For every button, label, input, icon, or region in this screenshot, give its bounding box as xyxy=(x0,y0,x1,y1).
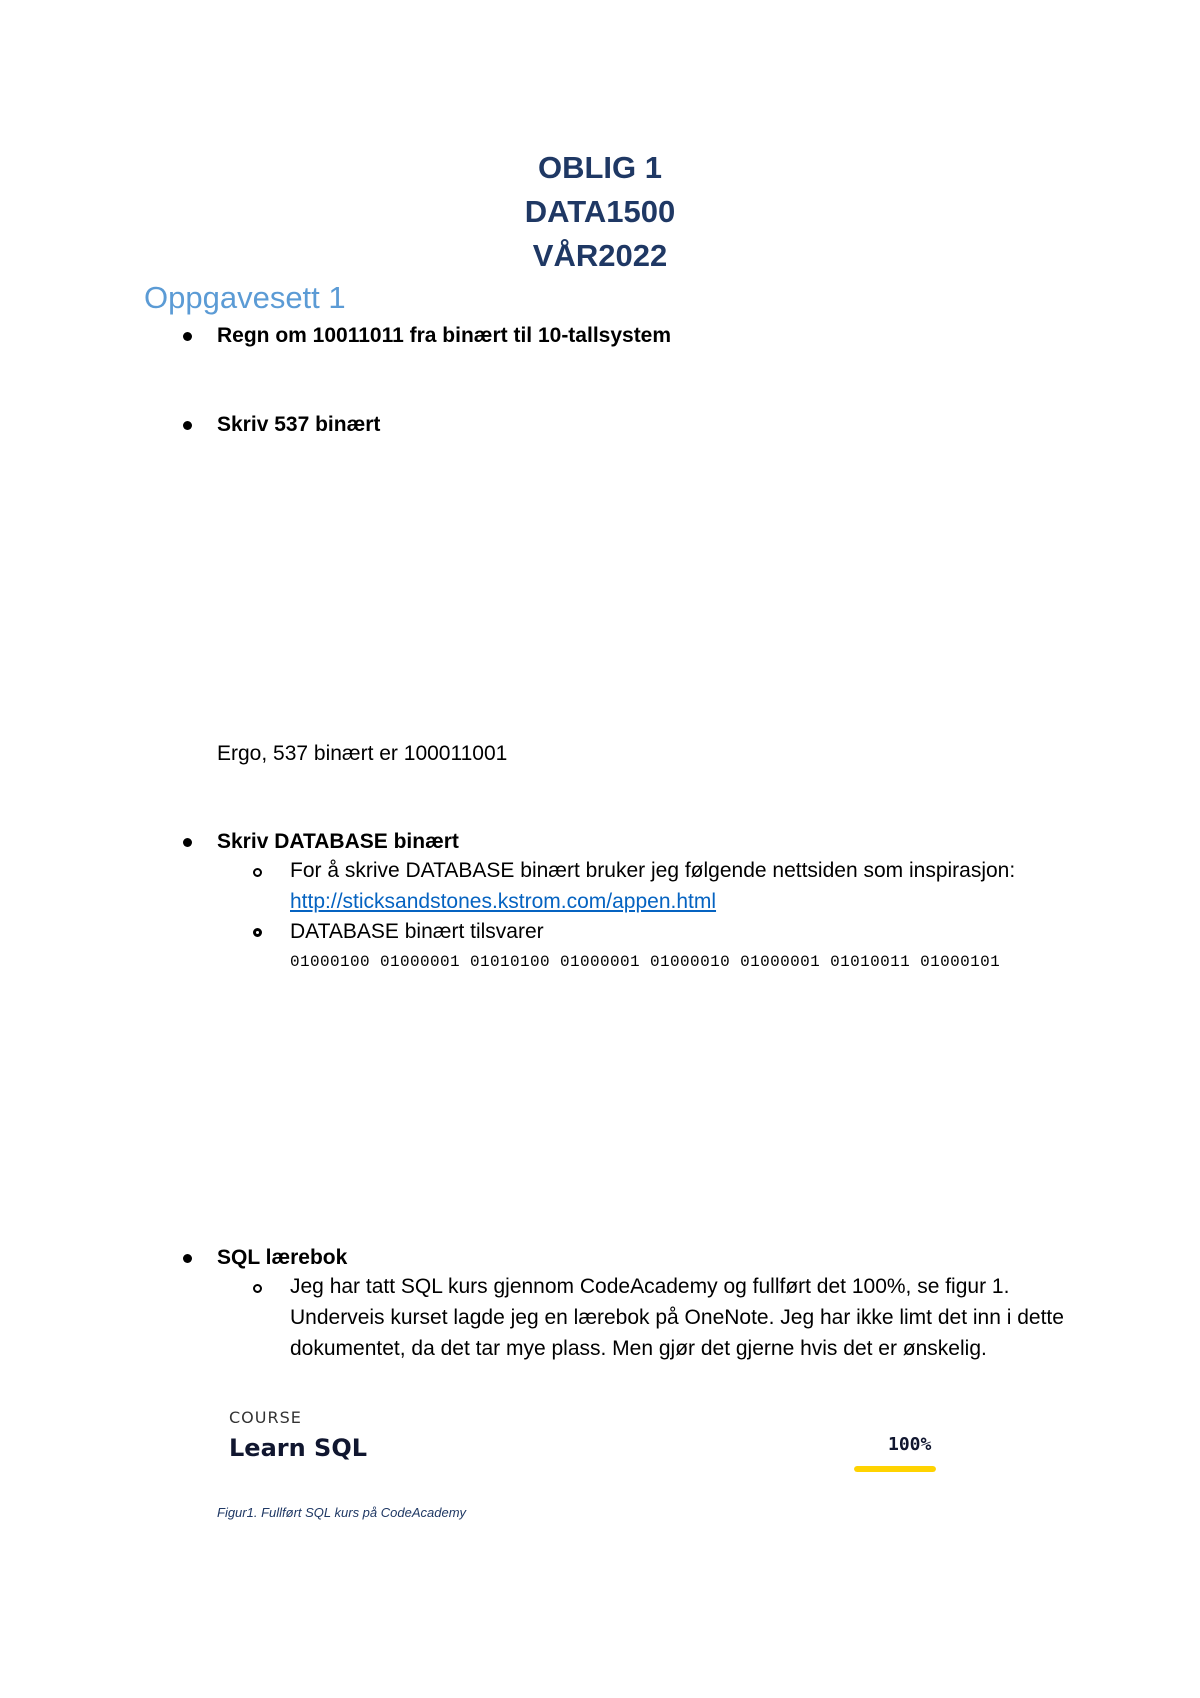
title-line-3: VÅR2022 xyxy=(532,238,668,273)
bullet-icon xyxy=(183,421,192,430)
title-line-1: OBLIG 1 xyxy=(537,150,662,185)
task-item-1: Regn om 10011011 fra binært til 10-tallsystem xyxy=(217,324,672,347)
task-item-3: Skriv DATABASE binært xyxy=(217,830,459,853)
sub-bullet-icon xyxy=(253,868,262,877)
progress-bar xyxy=(854,1466,936,1472)
title-line-2: DATA1500 xyxy=(524,194,676,229)
section-heading: Oppgavesett 1 xyxy=(144,280,346,315)
sub-bullet-icon xyxy=(253,1284,262,1293)
database-binary-value: 01000100 01000001 01010100 01000001 01000010 01000001 01010011 01000101 xyxy=(290,953,1001,971)
bullet-icon xyxy=(183,332,192,341)
bullet-icon xyxy=(183,1254,192,1263)
course-progress-figure xyxy=(228,1408,948,1488)
progress-percent: 100% xyxy=(888,1434,932,1455)
document-title xyxy=(0,146,1200,278)
course-label: COURSE xyxy=(229,1408,302,1427)
course-name: Learn SQL xyxy=(229,1434,368,1462)
inspiration-link[interactable]: http://sticksandstones.kstrom.com/appen.html xyxy=(290,890,717,913)
task-item-3-sub-1-text: For å skrive DATABASE binært bruker jeg følgende nettsiden som inspirasjon: xyxy=(290,859,1016,882)
task-item-4: SQL lærebok xyxy=(217,1246,348,1269)
task-item-2: Skriv 537 binært xyxy=(217,413,381,436)
task-item-3-sub-2: DATABASE binært tilsvarer xyxy=(290,920,544,943)
sub-bullet-icon xyxy=(253,928,262,937)
task-item-4-sub-1: Jeg har tatt SQL kurs gjennom CodeAcademy og fullført det 100%, se figur 1. Underveis kurset lagde jeg en lærebok på OneNote. Jeg har ikke limt det inn i dette dokumentet, da det tar mye plass. Men gjør det gjerne hvis det er ønskelig. xyxy=(290,1275,1064,1360)
figure-caption: Figur1. Fullført SQL kurs på CodeAcademy xyxy=(217,1505,467,1520)
task-item-2-result: Ergo, 537 binært er 100011001 xyxy=(217,742,508,765)
progress-bar-fill xyxy=(854,1466,936,1472)
bullet-icon xyxy=(183,838,192,847)
task-item-3-sub-1 xyxy=(290,855,1070,917)
